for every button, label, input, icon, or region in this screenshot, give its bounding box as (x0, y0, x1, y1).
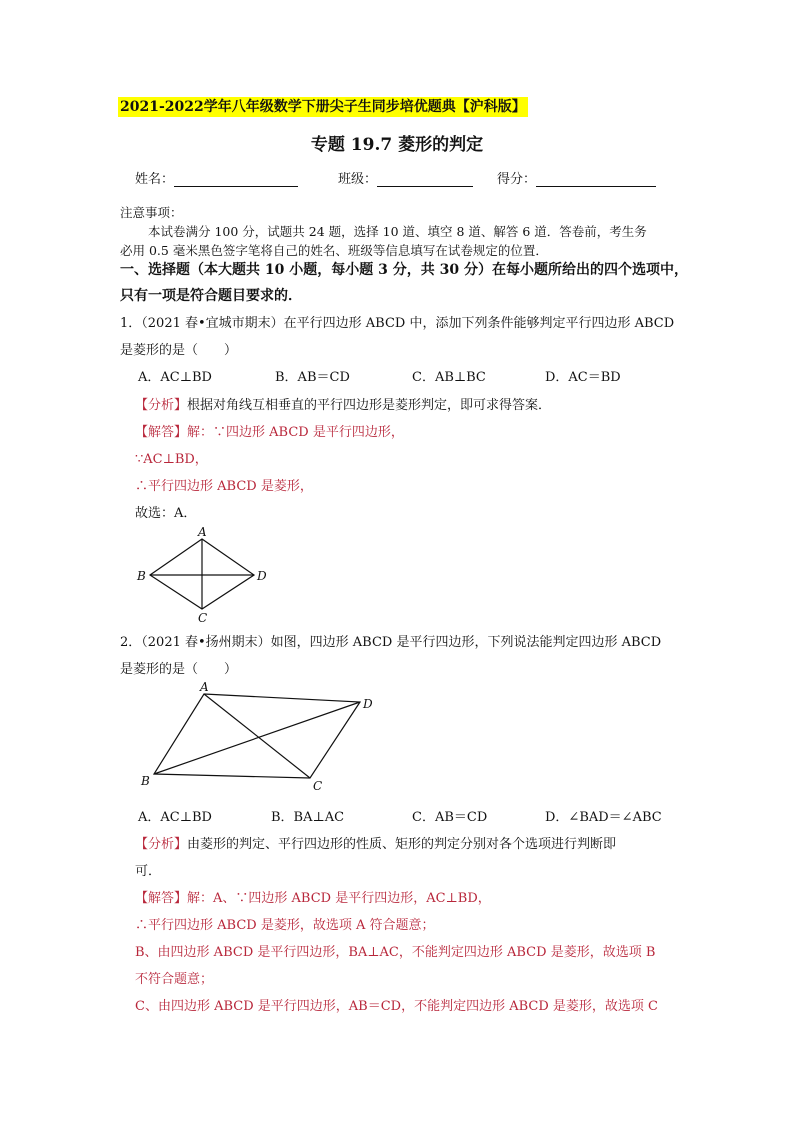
vertex-label-c: C (313, 779, 323, 793)
q2-option-c: C．AB＝CD (412, 810, 488, 825)
q1-answer-line-2: ∵AC⊥BD， (135, 452, 208, 467)
q1-stem-2: 是菱形的是（ ） (120, 343, 238, 358)
vertex-label-a: A (198, 525, 207, 539)
q2-answer-line-3: B、由四边形 ABCD 是平行四边形，BA⊥AC，不能判定四边形 ABCD 是菱形，故选项 B (135, 945, 656, 960)
q2-parallelogram-figure (130, 680, 390, 800)
notice-line-1: 本试卷满分 100 分，试题共 24 题，选择 10 道、填空 8 道、解答 6 道．答卷前，考生务 (148, 224, 647, 239)
q1-answer (135, 421, 404, 440)
vertex-label-a: A (200, 680, 209, 694)
q2-stem-1: 2．（2021 春•扬州期末）如图，四边形 ABCD 是平行四边形，下列说法能判定四边形 ABCD (120, 635, 662, 650)
q2-analysis-tag: 【分析】 (135, 837, 188, 852)
vertex-label-d: D (363, 697, 373, 711)
name-field (135, 168, 298, 187)
q1-answer-line-4: 故选：A． (135, 506, 197, 521)
name-blank (174, 174, 298, 187)
q1-stem-1: 1．（2021 春•宜城市期末）在平行四边形 ABCD 中，添加下列条件能够判定平行四边形 ABCD (120, 316, 675, 331)
vertex-label-b: B (141, 774, 150, 788)
notice-heading: 注意事项： (120, 205, 183, 220)
class-field (338, 168, 473, 187)
q2-option-d: D．∠BAD＝∠ABC (545, 810, 662, 825)
q2-answer-line-4: 不符合题意； (135, 972, 214, 987)
q2-option-b: B．BA⊥AC (271, 810, 345, 825)
class-label: 班级： (338, 172, 378, 187)
q1-answer-tag: 【解答】 (135, 425, 188, 440)
q2-answer-line-1: 解：A、∵四边形 ABCD 是平行四边形，AC⊥BD， (187, 891, 491, 906)
section-heading-1: 一、选择题（本大题共 10 小题，每小题 3 分，共 30 分）在每小题所给出的四个选项中， (120, 262, 688, 278)
diagonal-ac (204, 694, 310, 778)
q1-rhombus-figure (130, 525, 280, 625)
q2-analysis-text-2: 可． (135, 864, 162, 879)
q1-analysis-tag: 【分析】 (135, 398, 188, 413)
q2-answer-tag: 【解答】 (135, 891, 188, 906)
q2-analysis (135, 833, 616, 852)
q1-option-c: C．AB⊥BC (412, 370, 486, 385)
q2-answer-line-5: C、由四边形 ABCD 是平行四边形，AB＝CD，不能判定四边形 ABCD 是菱形，故选项 C (135, 999, 658, 1014)
name-label: 姓名： (135, 172, 175, 187)
q1-analysis (135, 394, 551, 413)
q1-analysis-text: 根据对角线互相垂直的平行四边形是菱形判定，即可求得答案． (187, 398, 552, 413)
q1-answer-line-1: 解：∵四边形 ABCD 是平行四边形， (187, 425, 404, 440)
section-heading-2: 只有一项是符合题目要求的． (120, 288, 302, 304)
q2-stem-2: 是菱形的是（ ） (120, 662, 238, 677)
diagonal-bd (154, 702, 360, 774)
vertex-label-c: C (198, 611, 208, 625)
score-label: 得分： (497, 172, 537, 187)
q1-answer-line-3: ∴平行四边形 ABCD 是菱形， (135, 479, 313, 494)
q1-option-b: B．AB＝CD (275, 370, 350, 385)
q1-option-d: D．AC＝BD (545, 370, 621, 385)
class-blank (377, 174, 473, 187)
vertex-label-d: D (257, 569, 267, 583)
series-banner: 2021-2022学年八年级数学下册尖子生同步培优题典【沪科版】 (120, 99, 526, 115)
q2-analysis-text-1: 由菱形的判定、平行四边形的性质、矩形的判定分别对各个选项进行判断即 (187, 837, 617, 852)
score-field (497, 168, 656, 187)
notice-line-2: 必用 0.5 毫米黑色签字笔将自己的姓名、班级等信息填写在试卷规定的位置． (120, 243, 548, 258)
vertex-label-b: B (137, 569, 146, 583)
q1-option-a: A．AC⊥BD (138, 370, 212, 385)
page-title: 专题 19.7 菱形的判定 (310, 135, 484, 155)
score-blank (536, 174, 656, 187)
q2-answer-line-2: ∴平行四边形 ABCD 是菱形，故选项 A 符合题意； (135, 918, 435, 933)
q2-answer (135, 887, 491, 906)
q2-option-a: A．AC⊥BD (138, 810, 212, 825)
